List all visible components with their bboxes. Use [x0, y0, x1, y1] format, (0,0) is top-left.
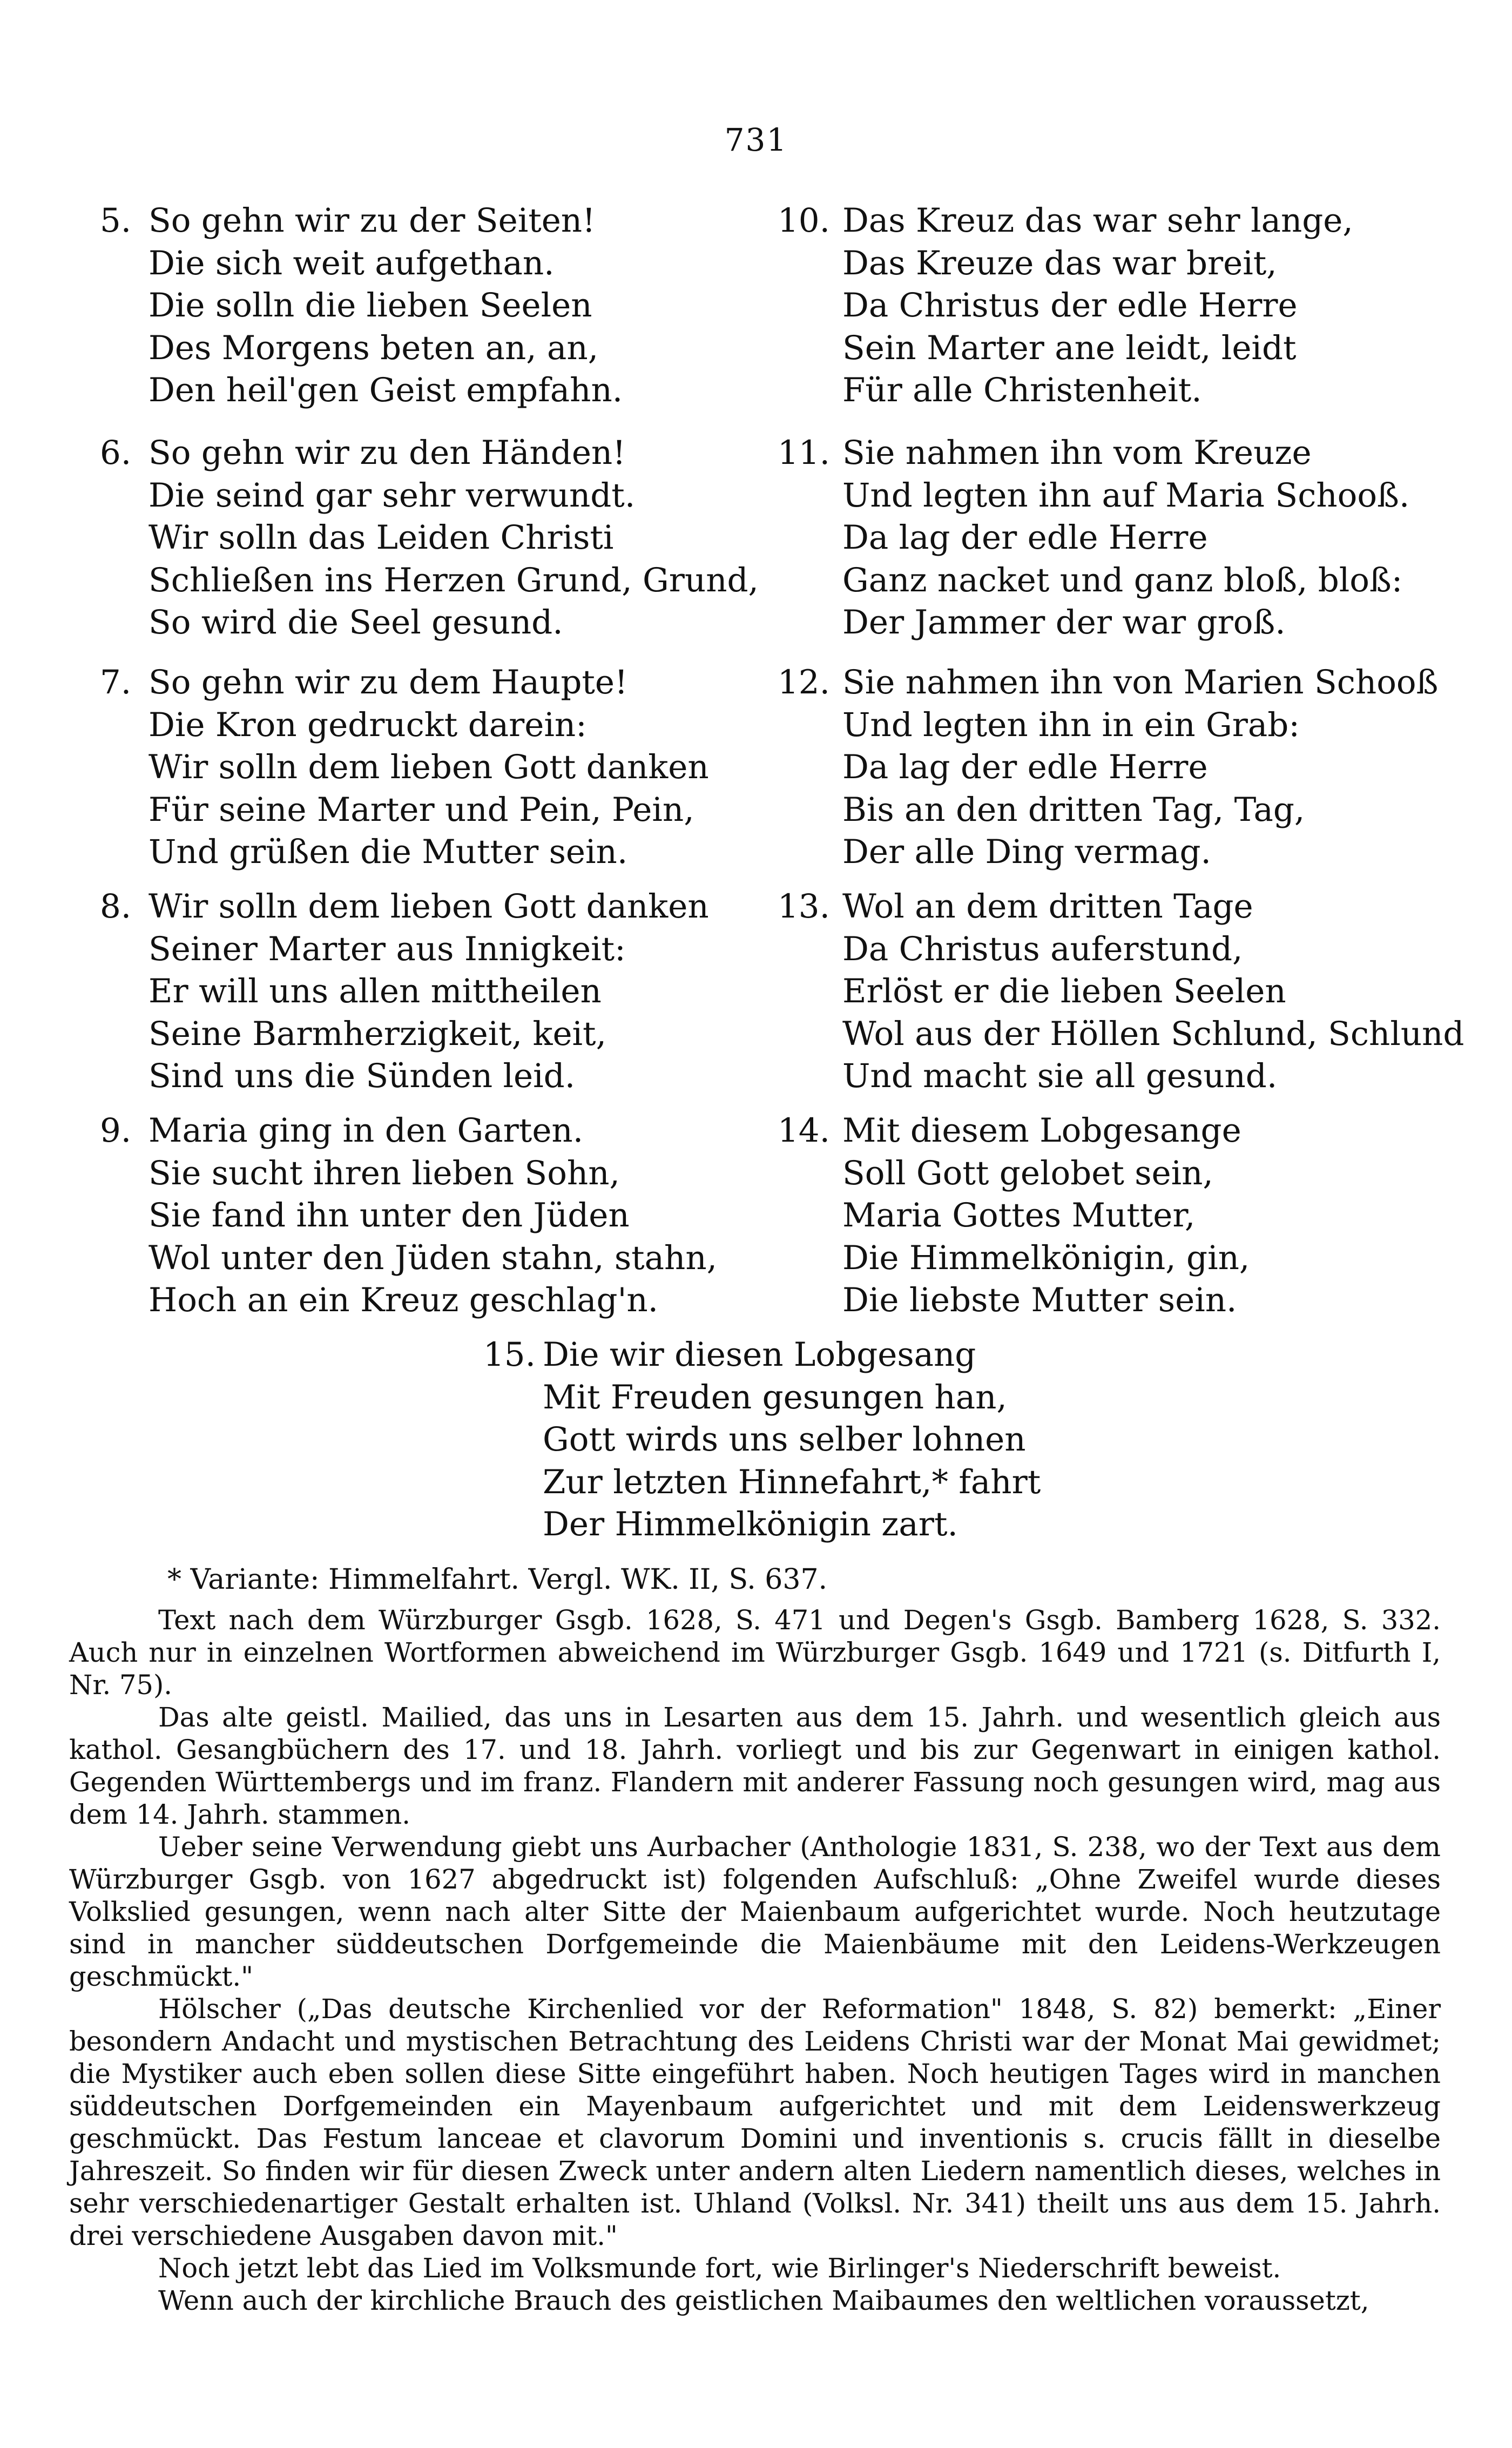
stanza-number: 10. — [778, 201, 831, 240]
stanza-line-text: Sie nahmen ihn vom Kreuze — [842, 434, 1312, 472]
stanza-line: Sind uns die Sünden leid. — [148, 1057, 576, 1095]
stanza-number: 5. — [100, 201, 132, 240]
stanza-line: Bis an den dritten Tag, Tag, — [842, 790, 1305, 829]
stanza-line — [778, 662, 1438, 704]
stanza-line — [778, 432, 1409, 475]
stanza-line: Wol aus der Höllen Schlund, Schlund — [842, 1014, 1464, 1053]
stanza-6 — [100, 432, 759, 644]
stanza-line: Gott wirds uns selber lohnen — [543, 1420, 1026, 1459]
stanza-line: Und legten ihn in ein Grab: — [842, 705, 1300, 744]
stanza-line: Er will uns allen mittheilen — [148, 972, 602, 1010]
stanza-line: Mit Freuden gesungen han, — [543, 1378, 1007, 1417]
stanza-line: Da Christus der edle Herre — [842, 286, 1298, 325]
page-number: 731 — [724, 122, 788, 158]
stanza-line: Ganz nacket und ganz bloß, bloß: — [842, 561, 1403, 599]
stanza-line — [778, 200, 1353, 242]
stanza-line: Und grüßen die Mutter sein. — [148, 833, 628, 871]
stanza-line — [483, 1334, 1041, 1377]
stanza-number: 11. — [778, 434, 831, 472]
stanza-number: 13. — [778, 887, 831, 926]
stanza-number: 8. — [100, 887, 132, 926]
footnote-variant: * Variante: Himmelfahrt. Vergl. WK. II, S. 637. — [167, 1563, 828, 1596]
stanza-line: Wir solln das Leiden Christi — [148, 518, 614, 557]
stanza-line: So wird die Seel gesund. — [148, 603, 563, 642]
stanza-line — [100, 432, 759, 475]
stanza-line-text: So gehn wir zu den Händen! — [148, 434, 626, 472]
stanza-line — [778, 886, 1464, 928]
stanza-line: Und legten ihn auf Maria Schooß. — [842, 476, 1410, 515]
stanza-line-text: So gehn wir zu dem Haupte! — [148, 663, 628, 702]
stanza-number: 6. — [100, 434, 132, 472]
stanza-13 — [778, 886, 1464, 1098]
stanza-line: Sein Marter ane leidt, leidt — [842, 328, 1297, 367]
stanza-line: Maria Gottes Mutter, — [842, 1196, 1196, 1235]
stanza-line: Wir solln dem lieben Gott danken — [148, 748, 709, 786]
stanza-line: Sie fand ihn unter den Jüden — [148, 1196, 630, 1235]
stanza-line — [100, 1110, 717, 1152]
stanza-number: 7. — [100, 663, 132, 702]
commentary-paragraph: Hölscher („Das deutsche Kirchenlied vor der Reformation" 1848, S. 82) bemerkt: „Einer besondern Andacht und mystischen Betrachtung des Leidens Christi war der Monat Mai gewidmet; die Mystiker auch eben sollen diese Sitte eingeführt haben. Noch heutigen Tages wird in manchen süddeutschen Dorfgemeinden ein Mayenbaum aufgerichtet und mit dem Leidenswerkzeug geschmückt. Das Festum lanceae et clavorum Domini und inventionis s. crucis fällt in dieselbe Jahreszeit. So finden wir für diesen Zweck unter andern alten Liedern namentlich dieses, welches in sehr verschiedenartiger Gestalt erhalten ist. Uhland (Volksl. Nr. 341) theilt uns aus dem 15. Jahrh. drei verschiedene Ausgaben davon mit." — [69, 1993, 1441, 2251]
stanza-line: Sie sucht ihren lieben Sohn, — [148, 1154, 620, 1192]
stanza-line: Den heil'gen Geist empfahn. — [148, 371, 623, 409]
stanza-line: Da lag der edle Herre — [842, 518, 1208, 557]
stanza-line-text: Das Kreuz das war sehr lange, — [842, 201, 1353, 240]
stanza-line: Für seine Marter und Pein, Pein, — [148, 790, 694, 829]
commentary-paragraph: Text nach dem Würzburger Gsgb. 1628, S. 471 und Degen's Gsgb. Bamberg 1628, S. 332. Auch nur in einzelnen Wortformen abweichend im Würzburger Gsgb. 1649 und 1721 (s. Ditfurth I, Nr. 75). — [69, 1604, 1441, 1701]
commentary-paragraph: Das alte geistl. Mailied, das uns in Lesarten aus dem 15. Jahrh. und wesentlich gleich aus kathol. Gesangbüchern des 17. und 18. Jahrh. vorliegt und bis zur Gegenwart in einigen kathol. Gegenden Württembergs und im franz. Flandern mit anderer Fassung noch gesungen wird, mag aus dem 14. Jahrh. stammen. — [69, 1702, 1441, 1830]
stanza-9 — [100, 1110, 717, 1322]
stanza-line-text: Sie nahmen ihn von Marien Schooß — [842, 663, 1439, 702]
stanza-line-text: So gehn wir zu der Seiten! — [148, 201, 596, 240]
stanza-line: Zur letzten Hinnefahrt,* fahrt — [543, 1462, 1041, 1501]
stanza-line: Des Morgens beten an, an, — [148, 328, 599, 367]
stanza-line: Da Christus auferstund, — [842, 929, 1243, 968]
stanza-line: Die liebste Mutter sein. — [842, 1281, 1237, 1319]
stanza-line: Die sich weit aufgethan. — [148, 244, 555, 282]
commentary-paragraph: Noch jetzt lebt das Lied im Volksmunde fort, wie Birlinger's Niederschrift beweist. — [158, 2253, 1281, 2284]
stanza-line-text: Die wir diesen Lobgesang — [543, 1336, 976, 1374]
stanza-number: 12. — [778, 663, 831, 702]
stanza-line — [778, 1110, 1250, 1152]
stanza-number: 9. — [100, 1111, 132, 1150]
stanza-14 — [778, 1110, 1250, 1322]
stanza-line: Der Jammer der war groß. — [842, 603, 1286, 642]
stanza-line: Die Kron gedruckt darein: — [148, 705, 587, 744]
commentary-paragraph: Ueber seine Verwendung giebt uns Aurbacher (Anthologie 1831, S. 238, wo der Text aus dem Würzburger Gsgb. von 1627 abgedruckt ist) folgenden Aufschluß: „Ohne Zweifel wurde dieses Volkslied gesungen, wenn nach alter Sitte der Maienbaum aufgerichtet wurde. Noch heutzutage sind in mancher süddeutschen Dorfgemeinde die Maienbäume mit den Leidens-Werkzeugen geschmückt." — [69, 1831, 1441, 1992]
stanza-line-text: Maria ging in den Garten. — [148, 1111, 584, 1150]
stanza-line — [100, 200, 623, 242]
stanza-line: Erlöst er die lieben Seelen — [842, 972, 1286, 1010]
stanza-line: Seiner Marter aus Innigkeit: — [148, 929, 626, 968]
stanza-line: Schließen ins Herzen Grund, Grund, — [148, 561, 759, 599]
stanza-line: Das Kreuze das war breit, — [842, 244, 1277, 282]
stanza-line: Hoch an ein Kreuz geschlag'n. — [148, 1281, 659, 1319]
stanza-line: Da lag der edle Herre — [842, 748, 1208, 786]
stanza-8 — [100, 886, 709, 1098]
stanza-line: Die seind gar sehr verwundt. — [148, 476, 636, 515]
stanza-11 — [778, 432, 1409, 644]
stanza-line — [100, 886, 709, 928]
stanza-line: Der Himmelkönigin zart. — [543, 1505, 958, 1543]
stanza-10 — [778, 200, 1353, 412]
stanza-line: Der alle Ding vermag. — [842, 833, 1211, 871]
stanza-line: Die solln die lieben Seelen — [148, 286, 592, 325]
commentary-paragraph: Wenn auch der kirchliche Brauch des geistlichen Maibaumes den weltlichen voraussetzt, — [158, 2285, 1369, 2316]
stanza-line: Für alle Christenheit. — [842, 371, 1202, 409]
stanza-line: Soll Gott gelobet sein, — [842, 1154, 1213, 1192]
stanza-line-text: Wol an dem dritten Tage — [842, 887, 1253, 926]
stanza-number: 14. — [778, 1111, 831, 1150]
commentary — [69, 1604, 1441, 2317]
stanza-12 — [778, 662, 1438, 874]
stanza-line: Die Himmelkönigin, gin, — [842, 1238, 1250, 1277]
stanza-line: Und macht sie all gesund. — [842, 1057, 1278, 1095]
stanza-line-text: Wir solln dem lieben Gott danken — [148, 887, 709, 926]
stanza-line-text: Mit diesem Lobgesange — [842, 1111, 1241, 1150]
stanza-line: Seine Barmherzigkeit, keit, — [148, 1014, 606, 1053]
stanza-7 — [100, 662, 709, 874]
stanza-15 — [483, 1334, 1041, 1546]
stanza-line — [100, 662, 709, 704]
stanza-5 — [100, 200, 623, 412]
stanza-number: 15. — [483, 1336, 536, 1374]
stanza-line: Wol unter den Jüden stahn, stahn, — [148, 1238, 717, 1277]
